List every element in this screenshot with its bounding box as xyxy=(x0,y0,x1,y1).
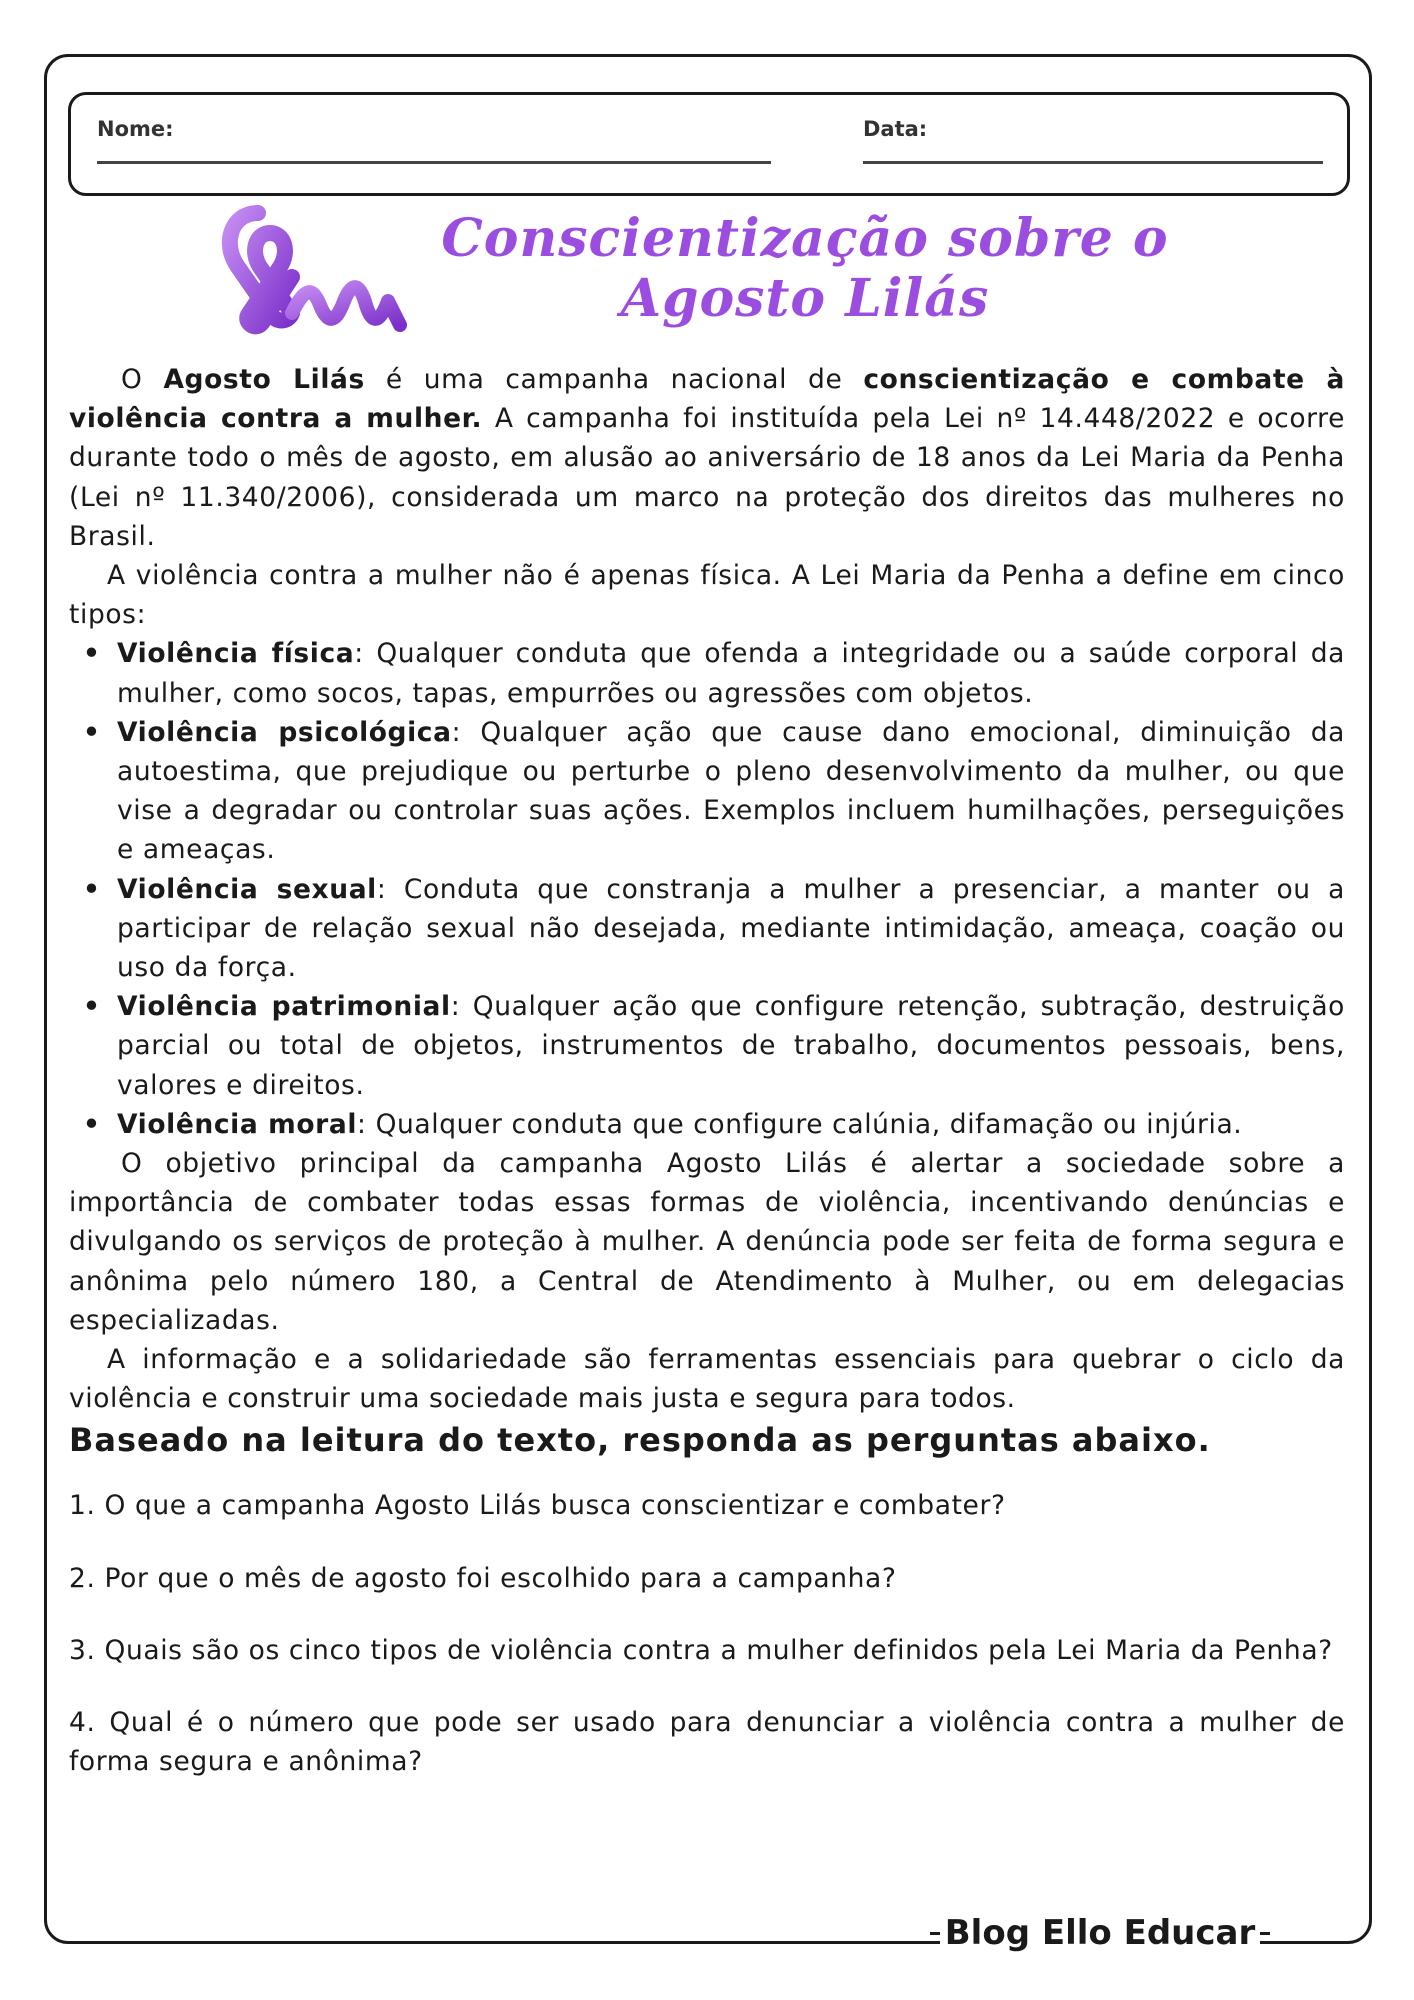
name-label: Nome: xyxy=(97,117,174,141)
date-label: Data: xyxy=(863,117,928,141)
question-1: 1. O que a campanha Agosto Lilás busca conscientizar e combater? xyxy=(69,1490,1006,1522)
question-2: 2. Por que o mês de agosto foi escolhido para a campanha? xyxy=(69,1562,897,1594)
date-field[interactable] xyxy=(863,161,1323,164)
list-item xyxy=(117,870,1345,988)
title-line-2: Agosto Lilás xyxy=(620,268,990,329)
conclusion-paragraph: A informação e a solidariedade são ferramentas essenciais para quebrar o ciclo da violência e construir uma sociedade mais justa e segura para todos. xyxy=(69,1344,1345,1415)
question-3: 3. Quais são os cinco tipos de violência contra a mulher definidos pela Lei Maria da Penha? xyxy=(69,1634,1333,1666)
type-name: Violência psicológica xyxy=(117,716,452,748)
type-desc: : Conduta que constranja a mulher a presenciar, a manter ou a participar de relação sexual não desejada, mediante intimidação, ameaça, coação ou uso da força. xyxy=(117,873,1345,984)
violence-types-list xyxy=(69,634,1345,1144)
intro-paragraph xyxy=(69,360,1345,556)
type-name: Violência sexual xyxy=(117,873,377,905)
list-item xyxy=(117,634,1345,712)
list-item xyxy=(117,987,1345,1105)
list-item xyxy=(117,713,1345,870)
type-desc: : Qualquer conduta que ofenda a integridade ou a saúde corporal da mulher, como socos, tapas, empurrões ou agressões com objetos. xyxy=(117,638,1345,709)
intro-text-c: é uma campanha nacional de xyxy=(364,364,864,395)
awareness-ribbon-icon xyxy=(200,205,410,340)
types-intro-paragraph: A violência contra a mulher não é apenas física. A Lei Maria da Penha a define em cinco tipos: xyxy=(69,560,1345,631)
page-title xyxy=(415,209,1195,329)
footer-brand: Blog Ello Educar xyxy=(940,1910,1260,1956)
type-desc: : Qualquer ação que configure retenção, subtração, destruição parcial ou total de objetos, instrumentos de trabalho, documentos pessoais, bens, valores e direitos. xyxy=(117,991,1345,1101)
type-name: Violência patrimonial xyxy=(117,991,451,1023)
type-desc: : Qualquer ação que cause dano emocional, diminuição da autoestima, que prejudique ou perturbe o pleno desenvolvimento da mulher, ou que vise a degradar ou controlar suas ações. Exemplos incluem humilhações, perseguições e ameaças. xyxy=(117,716,1346,866)
objective-paragraph: O objetivo principal da campanha Agosto Lilás é alertar a sociedade sobre a importância de combater todas essas formas de violência, incentivando denúncias e divulgando os serviços de proteção à mulher. A denúncia pode ser feita de forma segura e anônima pelo número 180, a Central de Atendimento à Mulher, ou em delegacias especializadas. xyxy=(69,1148,1345,1336)
type-desc: : Qualquer conduta que configure calúnia, difamação ou injúria. xyxy=(357,1108,1243,1140)
student-info-box xyxy=(68,92,1350,196)
type-name: Violência física xyxy=(117,638,355,670)
reading-text xyxy=(69,360,1345,1782)
intro-text-a: O xyxy=(121,364,164,395)
type-name: Violência moral xyxy=(117,1108,358,1140)
question-4: 4. Qual é o número que pode ser usado para denunciar a violência contra a mulher de forma segura e anônima? xyxy=(69,1707,1345,1778)
title-line-1: Conscientização sobre o xyxy=(441,208,1169,269)
intro-text-e: A campanha foi instituída pela Lei nº 14.448/2022 e ocorre durante todo o mês de agosto, em alusão ao aniversário de 18 anos da Lei Maria da Penha (Lei nº 11.340/2006), considerada um marco na proteção dos direitos das mulheres no Brasil. xyxy=(69,403,1345,552)
intro-bold-campaign: Agosto Lilás xyxy=(163,364,365,395)
intro-bold-purpose: conscientização e combate à violência contra a mulher. xyxy=(69,364,1346,435)
name-field[interactable] xyxy=(97,161,771,164)
list-item xyxy=(117,1105,1345,1144)
title-area xyxy=(200,205,1210,345)
questions-heading: Baseado na leitura do texto, responda as perguntas abaixo. xyxy=(69,1421,1211,1460)
